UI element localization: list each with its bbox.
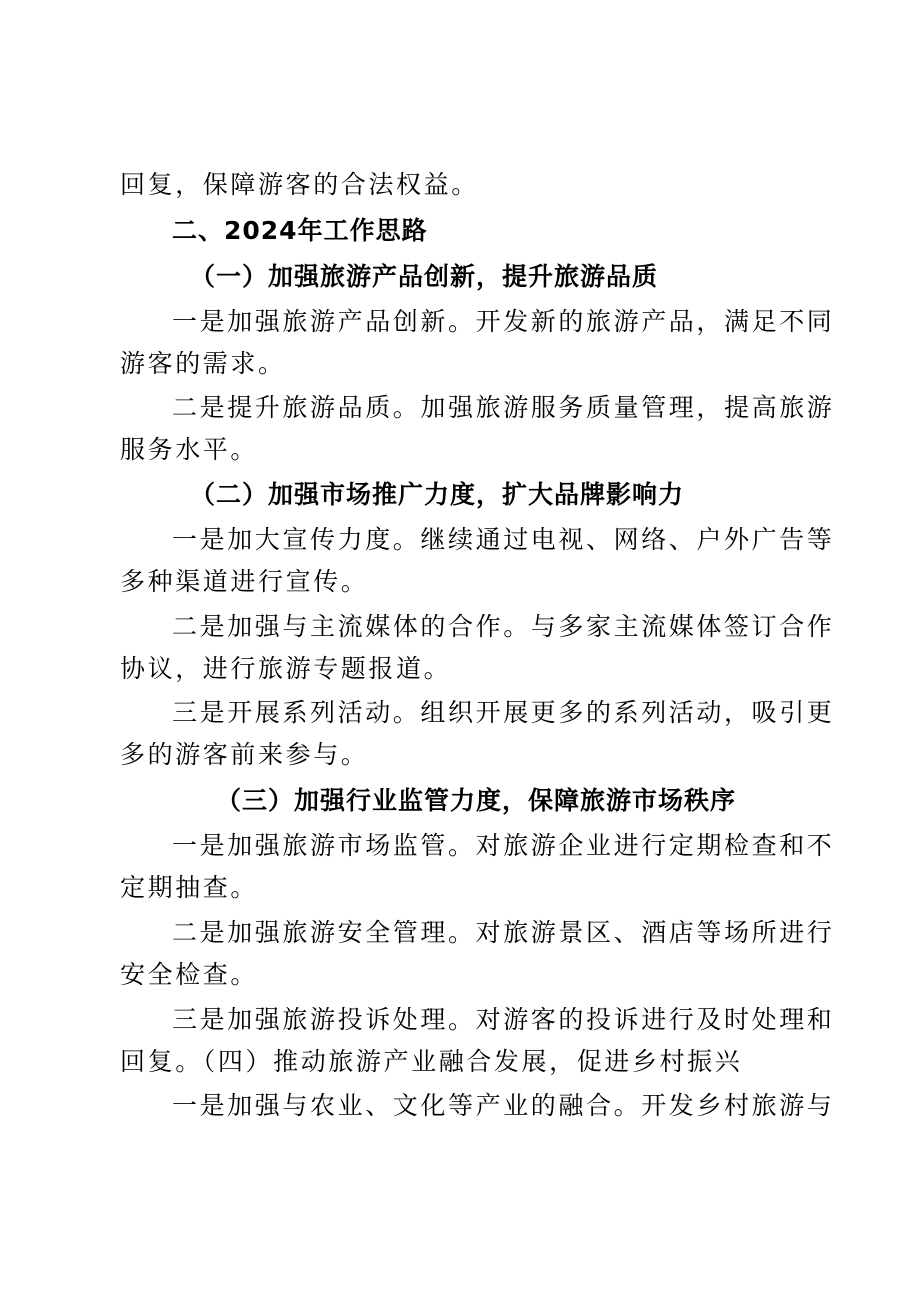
body-text-line: 一是加强与农业、文化等产业的融合。开发乡村旅游与 [172, 1091, 835, 1120]
body-text-line: 游客的需求。 [120, 349, 286, 378]
body-text-line: 一是加强旅游市场监管。对旅游企业进行定期检查和不 [172, 831, 835, 860]
subsection-heading: （一）加强旅游产品创新，提升旅游品质 [190, 262, 659, 291]
subsection-heading: （三）加强行业监管力度，保障旅游市场秩序 [216, 786, 737, 815]
body-text-line: 定期抽查。 [120, 873, 259, 902]
body-text-line: 安全检查。 [120, 960, 259, 989]
body-text-line: 一是加强旅游产品创新。开发新的旅游产品，满足不同 [172, 307, 835, 336]
body-text-line: 三是开展系列活动。组织开展更多的系列活动，吸引更 [172, 698, 835, 727]
body-text-line: 二是提升旅游品质。加强旅游服务质量管理，提高旅游 [172, 393, 835, 422]
body-text-line: 一是加大宣传力度。继续通过电视、网络、户外广告等 [172, 525, 835, 554]
subsection-heading: （二）加强市场推广力度，扩大品牌影响力 [190, 480, 685, 509]
body-text-line: 二是加强与主流媒体的合作。与多家主流媒体签订合作 [172, 612, 835, 641]
body-text-line: 服务水平。 [120, 435, 259, 464]
body-text-line: 回复，保障游客的合法权益。 [120, 170, 479, 199]
body-text-line: 二是加强旅游安全管理。对旅游景区、酒店等场所进行 [172, 918, 835, 947]
body-text-line: 三是加强旅游投诉处理。对游客的投诉进行及时处理和 [172, 1005, 835, 1034]
body-text-line: 回复。（四）推动旅游产业融合发展，促进乡村振兴 [120, 1047, 743, 1076]
body-text-line: 多种渠道进行宣传。 [120, 567, 369, 596]
body-text-line: 协议，进行旅游专题报道。 [120, 654, 452, 683]
section-heading: 二、2024年工作思路 [172, 216, 428, 245]
body-text-line: 多的游客前来参与。 [120, 740, 369, 769]
